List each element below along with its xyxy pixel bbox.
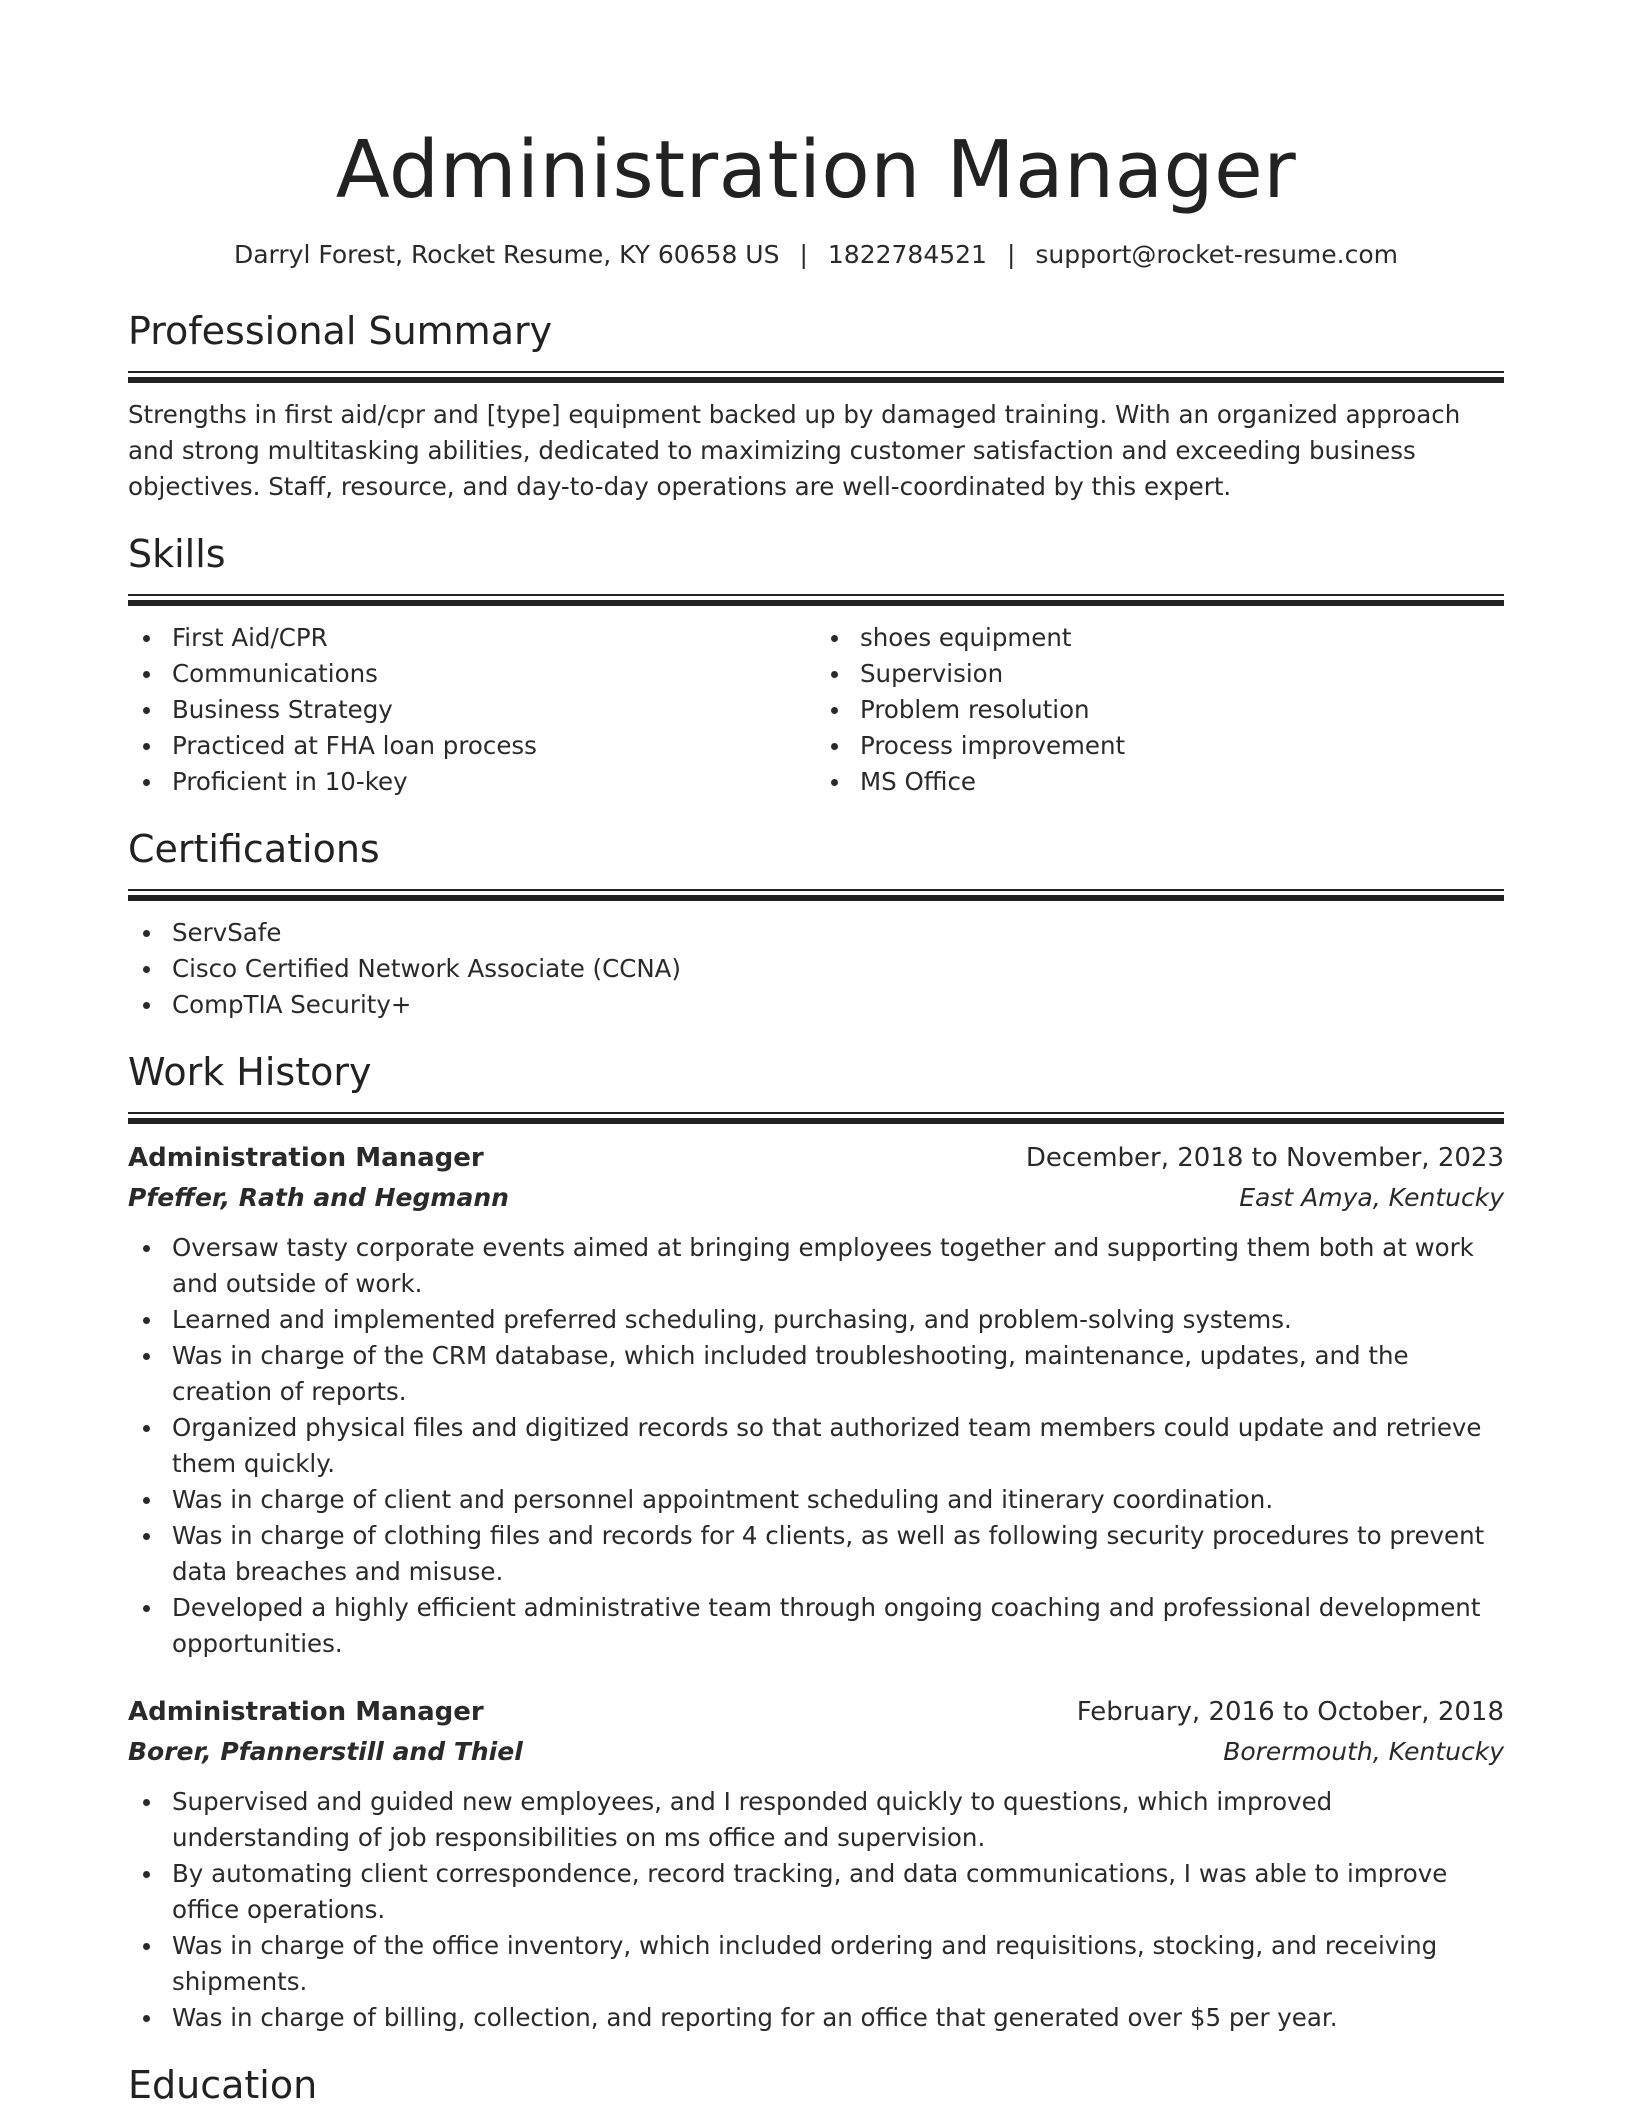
certifications-section <box>128 826 1504 1023</box>
section-heading-summary: Professional Summary <box>128 309 553 353</box>
job-bullet: Was in charge of client and personnel appointment scheduling and itinerary coordination. <box>128 1482 1504 1518</box>
job-entry <box>128 1138 1504 1662</box>
skill-item: Business Strategy <box>128 692 816 728</box>
job-bullet: Organized physical files and digitized records so that authorized team members could update and retrieve them quickly. <box>128 1410 1504 1482</box>
job-dates: December, 2018 to November, 2023 <box>1025 1143 1504 1173</box>
contact-separator: | <box>799 240 808 269</box>
skill-item: Process improvement <box>816 728 1504 764</box>
skills-list-right <box>816 620 1504 800</box>
skills-section <box>128 531 1504 800</box>
job-bullet: Was in charge of the CRM database, which included troubleshooting, maintenance, updates, and the creation of reports. <box>128 1338 1504 1410</box>
contact-line <box>128 238 1504 272</box>
summary-text: Strengths in first aid/cpr and [type] equipment backed up by damaged training. With an organized approach and strong multitasking abilities, dedicated to maximizing customer satisfaction and exceeding business objectives. Staff, resource, and day-to-day operations are well-coordinated by this expert. <box>128 400 1461 501</box>
job-bullet: Learned and implemented preferred scheduling, purchasing, and problem-solving systems. <box>128 1302 1504 1338</box>
job-bullet: Oversaw tasty corporate events aimed at bringing employees together and supporting them both at work and outside of work. <box>128 1230 1504 1302</box>
skills-grid <box>128 620 1504 800</box>
job-company: Borer, Pfannerstill and Thiel <box>128 1737 523 1766</box>
job-bullet: Was in charge of billing, collection, and reporting for an office that generated over $5 per year. <box>128 2000 1504 2036</box>
work-history-section <box>128 1049 1504 2036</box>
job-entry <box>128 1692 1504 2036</box>
skills-list-left <box>128 620 816 800</box>
section-heading-skills: Skills <box>128 532 226 576</box>
skill-item: shoes equipment <box>816 620 1504 656</box>
job-title: Administration Manager <box>128 1143 484 1173</box>
contact-address: Darryl Forest, Rocket Resume, KY 60658 US <box>233 240 780 269</box>
section-heading-education: Education <box>128 2063 318 2107</box>
job-bullet-list <box>128 1230 1504 1662</box>
skill-item: Practiced at FHA loan process <box>128 728 816 764</box>
section-divider <box>128 889 1504 901</box>
skill-item: Supervision <box>816 656 1504 692</box>
section-heading-certifications: Certifications <box>128 827 380 871</box>
job-company: Pfeffer, Rath and Hegmann <box>128 1183 509 1212</box>
certification-item: ServSafe <box>128 915 1504 951</box>
job-bullet: Was in charge of the office inventory, which included ordering and requisitions, stocking, and receiving shipments. <box>128 1928 1504 2000</box>
job-bullet: Was in charge of clothing files and records for 4 clients, as well as following security procedures to prevent data breaches and misuse. <box>128 1518 1504 1590</box>
skill-item: First Aid/CPR <box>128 620 816 656</box>
job-location: Borermouth, Kentucky <box>1223 1737 1504 1766</box>
section-heading-work-history: Work History <box>128 1050 372 1094</box>
job-bullet-list <box>128 1784 1504 2036</box>
contact-phone: 1822784521 <box>827 240 987 269</box>
certification-item: Cisco Certified Network Associate (CCNA) <box>128 951 1504 987</box>
contact-separator: | <box>1006 240 1016 269</box>
job-location: East Amya, Kentucky <box>1239 1183 1504 1212</box>
job-bullet: By automating client correspondence, record tracking, and data communications, I was able to improve office operations. <box>128 1856 1504 1928</box>
certification-item: CompTIA Security+ <box>128 987 1504 1023</box>
job-title: Administration Manager <box>128 1697 484 1727</box>
certifications-list <box>128 915 1504 1023</box>
education-section <box>128 2062 1504 2112</box>
job-bullet: Developed a highly efficient administrative team through ongoing coaching and professional development opportunities. <box>128 1590 1504 1662</box>
skill-item: MS Office <box>816 764 1504 800</box>
skill-item: Problem resolution <box>816 692 1504 728</box>
summary-section <box>128 308 1504 505</box>
resume-title: Administration Manager <box>335 124 1297 216</box>
section-divider <box>128 594 1504 606</box>
skill-item: Communications <box>128 656 816 692</box>
skill-item: Proficient in 10-key <box>128 764 816 800</box>
contact-email: support@rocket-resume.com <box>1035 240 1399 269</box>
job-bullet: Supervised and guided new employees, and I responded quickly to questions, which improved understanding of job responsibilities on ms office and supervision. <box>128 1784 1504 1856</box>
section-divider <box>128 371 1504 383</box>
section-divider <box>128 1112 1504 1124</box>
job-dates: February, 2016 to October, 2018 <box>1076 1697 1504 1727</box>
